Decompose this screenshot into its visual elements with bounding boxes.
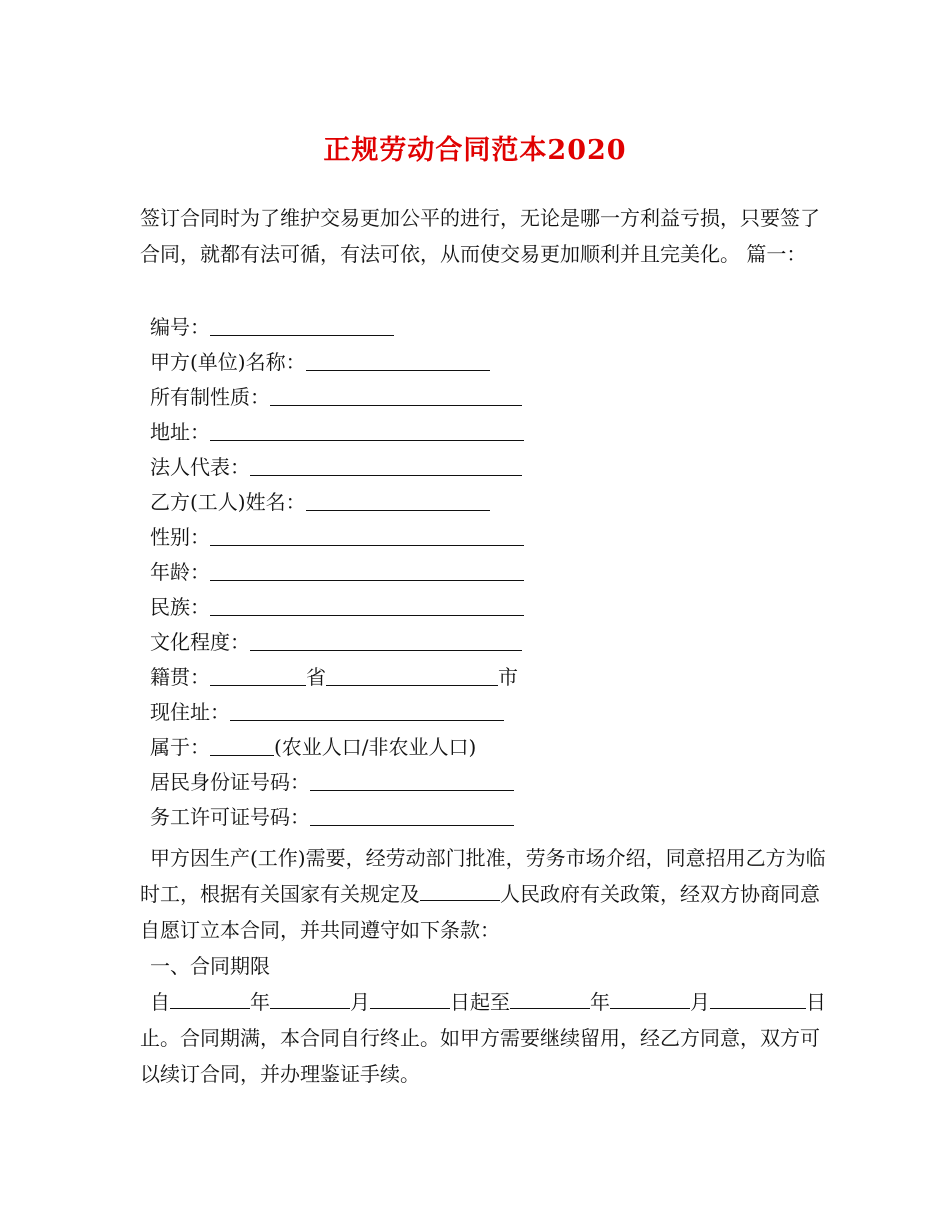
section-heading: 一、合同期限 (150, 954, 270, 978)
field-label: 性别： (150, 525, 210, 549)
blank-line (370, 988, 450, 1009)
blank-line (270, 383, 522, 406)
term-month: 月 (350, 990, 370, 1014)
term-end: 日止。合同期满，本合同自行终止。如甲方需要继续留用，经乙方同意，双方可以续订合同，并办理鉴证手续。 (140, 990, 826, 1086)
field-label: 居民身份证号码： (150, 770, 310, 794)
paragraph-text-part2: 人民政府有关政策，经双方协商同意自愿订立本合同，并共同遵守如下条款： (140, 882, 820, 942)
term-day-start: 日起至 (450, 990, 510, 1014)
field-legal-rep (150, 450, 524, 485)
blank-line (306, 488, 490, 511)
field-label: 甲方(单位)名称： (150, 350, 306, 374)
term-year2: 年 (590, 990, 610, 1014)
blank-line (270, 988, 350, 1009)
field-label: 地址： (150, 420, 210, 444)
intro-paragraph: 签订合同时为了维护交易更加公平的进行，无论是哪一方利益亏损，只要签了合同，就都有法可循，有法可依，从而使交易更加顺利并且完美化。 篇一： (140, 206, 820, 266)
blank-line (510, 988, 590, 1009)
blank-line (250, 453, 522, 476)
field-label: 现住址： (150, 700, 230, 724)
city-label: 市 (498, 665, 518, 689)
term-month2: 月 (690, 990, 710, 1014)
paragraph-text-part1: 甲方因生产(工作)需要，经劳动部门批准，劳务市场介绍，同意招用乙方为临时工，根据有关国家有关规定及 (140, 846, 826, 906)
blank-line (420, 880, 500, 901)
field-label: 文化程度： (150, 630, 250, 654)
field-ownership (150, 380, 524, 415)
form-fields (150, 310, 524, 835)
blank-line (210, 663, 306, 686)
field-belongs-to (150, 730, 524, 765)
section-contract-term (140, 984, 830, 1092)
field-label: 属于： (150, 735, 210, 759)
blank-line (210, 733, 274, 756)
field-address (150, 415, 524, 450)
blank-line (210, 418, 524, 441)
blank-line (210, 523, 524, 546)
field-gender (150, 520, 524, 555)
section-contract-term-heading (140, 948, 830, 984)
field-label: 所有制性质： (150, 385, 270, 409)
field-id-number (150, 765, 524, 800)
blank-line (210, 558, 524, 581)
field-label: 法人代表： (150, 455, 250, 479)
field-label: 编号： (150, 315, 210, 339)
field-label: 民族： (150, 595, 210, 619)
province-label: 省 (306, 665, 326, 689)
blank-line (210, 593, 524, 616)
field-native-place (150, 660, 524, 695)
blank-line (210, 313, 394, 336)
blank-line (306, 348, 490, 371)
field-party-a-name (150, 345, 524, 380)
blank-line (170, 988, 250, 1009)
field-number (150, 310, 524, 345)
field-work-permit (150, 800, 524, 835)
blank-line (310, 803, 514, 826)
blank-line (230, 698, 504, 721)
field-ethnicity (150, 590, 524, 625)
field-label: 乙方(工人)姓名： (150, 490, 306, 514)
field-education (150, 625, 524, 660)
paragraph-recruitment (140, 840, 830, 948)
blank-line (710, 988, 806, 1009)
belongs-options: (农业人口/非农业人口) (274, 735, 477, 759)
field-age (150, 555, 524, 590)
document-title: 正规劳动合同范本2020 (323, 135, 627, 166)
blank-line (610, 988, 690, 1009)
term-from: 自 (150, 990, 170, 1014)
blank-line (250, 628, 522, 651)
blank-line (310, 768, 514, 791)
blank-line (326, 663, 498, 686)
field-party-b-name (150, 485, 524, 520)
field-current-address (150, 695, 524, 730)
field-label: 籍贯： (150, 665, 210, 689)
field-label: 务工许可证号码： (150, 805, 310, 829)
field-label: 年龄： (150, 560, 210, 584)
term-year: 年 (250, 990, 270, 1014)
